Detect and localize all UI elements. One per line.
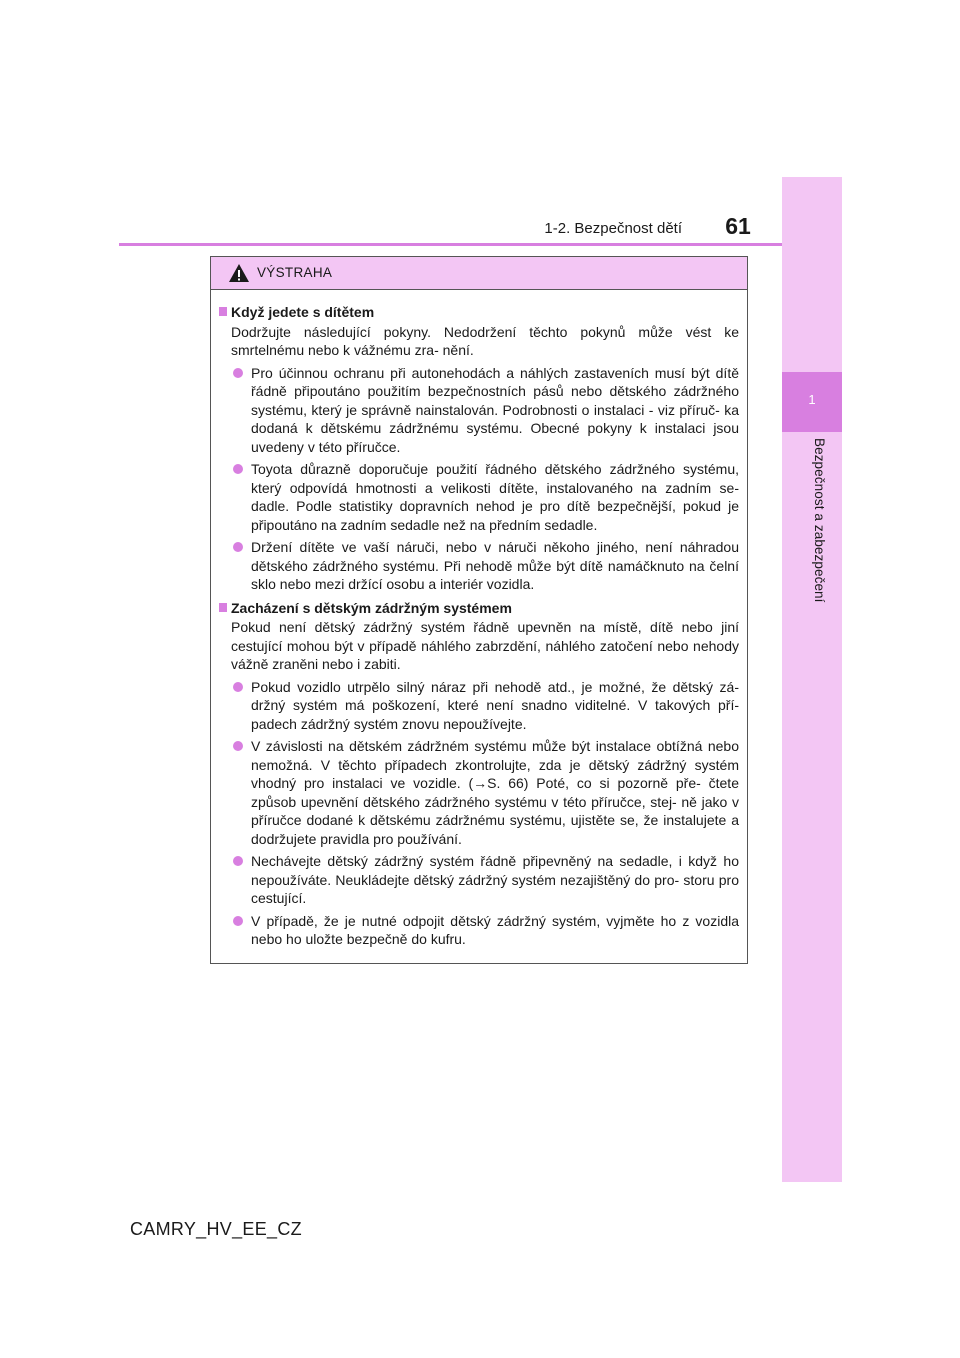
bullet-item: V závislosti na dětském zádržném systému může být instalace obtížná nebo nemožná. V těchto případech zkontrolujte, zda je dětský zádržný systém vhodný pro instalaci ve vozidle. (→S. 66) Poté, co si pozorně pře- čtete způsob upevnění dětského zádržného systému v této příručce, stej- ně jako v příručce dodané k dětskému zádržnému systému, ujistěte se, že instalujete a dodržujete pravidla pro používání. [219,737,739,848]
bullet-item: Pokud vozidlo utrpělo silný náraz při nehodě atd., je možné, že dětský zá- držný systém má poškození, které není snadno viditelné. V takových pří- padech zádržný systém znovu nepoužívejte. [219,678,739,734]
chapter-side-tab [782,177,842,1182]
warning-header [211,257,747,290]
circle-bullet-icon [233,368,243,378]
section-heading: Zacházení s dětským zádržným systémem [219,599,739,618]
warning-triangle-icon [228,263,250,283]
circle-bullet-icon [233,856,243,866]
warning-body [211,290,747,949]
section-title: 1-2. Bezpečnost dětí [544,220,682,237]
warning-box [210,256,748,964]
section-paragraph: Pokud není dětský zádržný systém řádně upevněn na místě, dítě nebo jiní cestující mohou být v případě náhlého zabrzdění, náhlého zatočení nebo nehody vážně zraněni nebo i zabiti. [231,619,739,672]
bullet-item: V případě, že je nutné odpojit dětský zádržný systém, vyjměte ho z vozidla nebo ho uložte bezpečně do kufru. [219,912,739,949]
warning-title: VÝSTRAHA [257,265,333,280]
bullet-item: Toyota důrazně doporučuje použití řádného dětského zádržného systému, který odpovídá hmotnosti a velikosti dítěte, instalovaného na zadním se- dadle. Podle statistiky dopravních nehod je pro dítě bezpečnější, pokud je připoutáno na zadním sedadle než na předním sedadle. [219,460,739,534]
square-bullet-icon [219,603,227,612]
bullet-item: Nechávejte dětský zádržný systém řádně připevněný na sedadle, i když ho nepoužíváte. Neukládejte dětský zádržný systém nezajištěný do pro- storu pro cestující. [219,852,739,908]
circle-bullet-icon [233,682,243,692]
section-paragraph: Dodržujte následující pokyny. Nedodržení těchto pokynů může vést ke smrtelnému nebo k vážnému zra- nění. [231,323,739,358]
circle-bullet-icon [233,916,243,926]
chapter-number: 1 [808,392,816,407]
circle-bullet-icon [233,542,243,552]
document-code: CAMRY_HV_EE_CZ [130,1219,302,1239]
section-heading: Když jedete s dítětem [219,303,739,322]
circle-bullet-icon [233,464,243,474]
circle-bullet-icon [233,741,243,751]
bullet-item: Pro účinnou ochranu při autonehodách a náhlých zastaveních musí být dítě řádně připoutáno použitím bezpečnostních pásů nebo dětského zádržného systému, který je správně nainstalován. Podrobnosti o instalaci - viz příruč- ka dodaná k dětskému zádržnému systému. Obecné pokyny k instalaci jsou uvedeny v této příručce. [219,364,739,457]
chapter-title: Bezpečnost a zabezpečení [812,438,827,603]
page-number: 61 [725,213,751,239]
header-rule [119,243,782,246]
bullet-item: Držení dítěte ve vaší náruči, nebo v náruči někoho jiného, není náhradou dětského zádržného systému. Při nehodě může být dítě namáčknuto na čelní sklo nebo mezi držící osobu a interiér vozidla. [219,538,739,594]
square-bullet-icon [219,307,227,316]
